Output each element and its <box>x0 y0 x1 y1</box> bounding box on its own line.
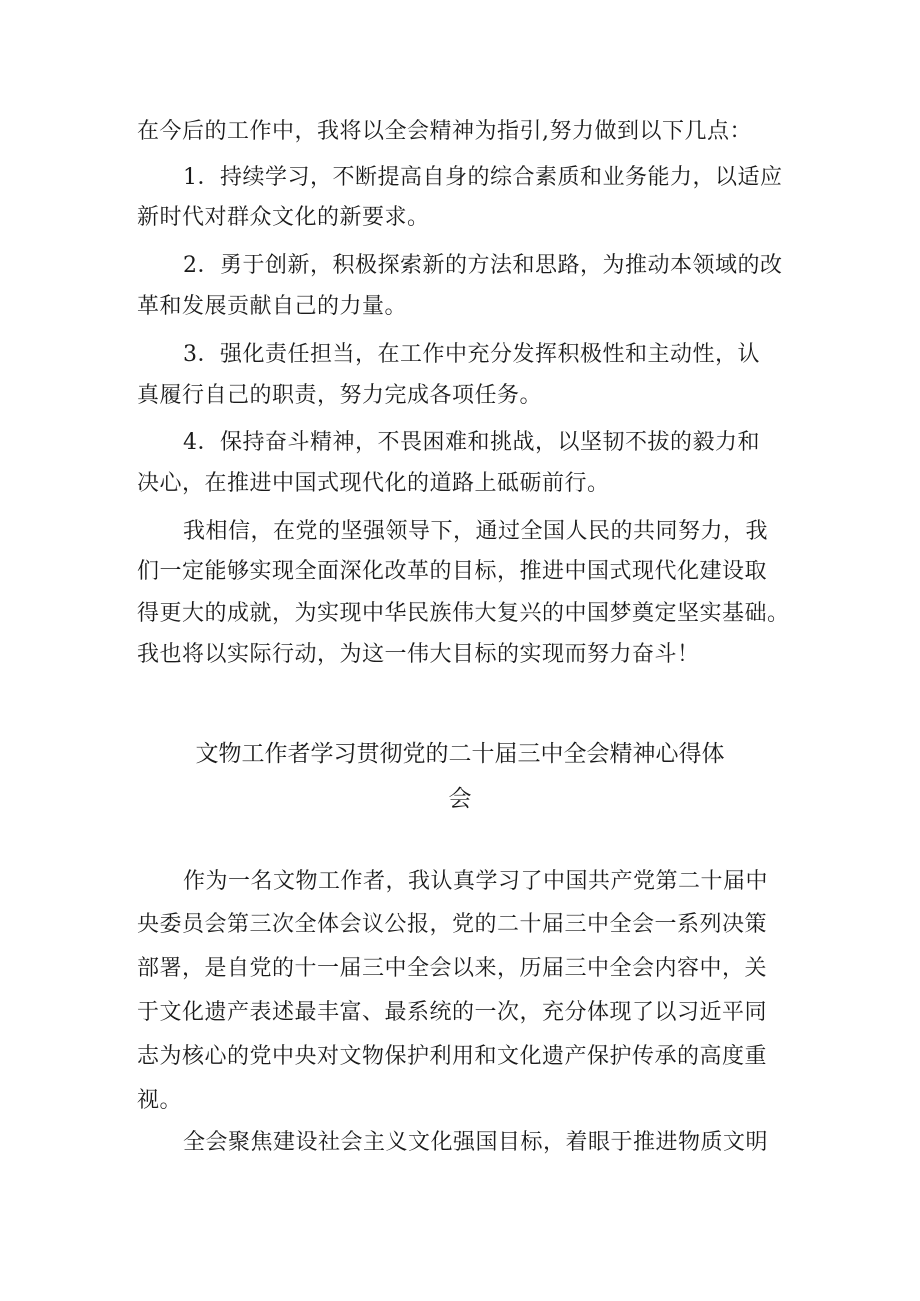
article-title-line-2: 会 <box>448 786 472 812</box>
point-1-line-2: 新时代对群众文化的新要求。 <box>137 205 430 230</box>
article-title-line-1: 文物工作者学习贯彻党的二十届三中全会精神心得体 <box>195 741 725 767</box>
point-2-line-1: 2．勇于创新，积极探索新的方法和思路，为推动本领域的改 <box>183 253 783 278</box>
article-para1-line-5: 志为核心的党中央对文物保护利用和文化遗产保护传承的高度重 <box>137 1044 768 1069</box>
closing-line-4: 我也将以实际行动，为这一伟大目标的实现而努力奋斗！ <box>137 642 700 667</box>
point-4-line-1: 4．保持奋斗精神，不畏困难和挑战，以坚韧不拔的毅力和 <box>183 430 760 455</box>
point-2-line-2: 革和发展贡献自己的力量。 <box>137 294 408 319</box>
article-para2-line-1: 全会聚焦建设社会主义文化强国目标，着眼于推进物质文明 <box>183 1130 769 1155</box>
article-para1-line-4: 于文化遗产表述最丰富、最系统的一次，充分体现了以习近平同 <box>137 1000 768 1025</box>
closing-line-3: 得更大的成就，为实现中华民族伟大复兴的中国梦奠定坚实基础。 <box>137 601 790 626</box>
point-4-line-2: 决心，在推进中国式现代化的道路上砥砺前行。 <box>137 471 610 496</box>
point-1-line-1: 1．持续学习，不断提高自身的综合素质和业务能力，以适应 <box>183 165 783 190</box>
closing-line-2: 们一定能够实现全面深化改革的目标，推进中国式现代化建设取 <box>137 559 768 584</box>
article-para1-line-6: 视。 <box>137 1088 183 1113</box>
point-3-line-2: 真履行自己的职责，努力完成各项任务。 <box>137 383 543 408</box>
point-3-line-1: 3．强化责任担当，在工作中充分发挥积极性和主动性，认 <box>183 342 760 367</box>
article-para1-line-2: 央委员会第三次全体会议公报，党的二十届三中全会一系列决策 <box>137 912 768 937</box>
article-para1-line-1: 作为一名文物工作者，我认真学习了中国共产党第二十届中 <box>183 869 769 894</box>
intro-line: 在今后的工作中，我将以全会精神为指引,努力做到以下几点： <box>137 119 752 144</box>
closing-line-1: 我相信，在党的坚强领导下，通过全国人民的共同努力，我 <box>183 519 769 544</box>
article-para1-line-3: 部署，是自党的十一届三中全会以来，历届三中全会内容中，关 <box>137 956 768 981</box>
